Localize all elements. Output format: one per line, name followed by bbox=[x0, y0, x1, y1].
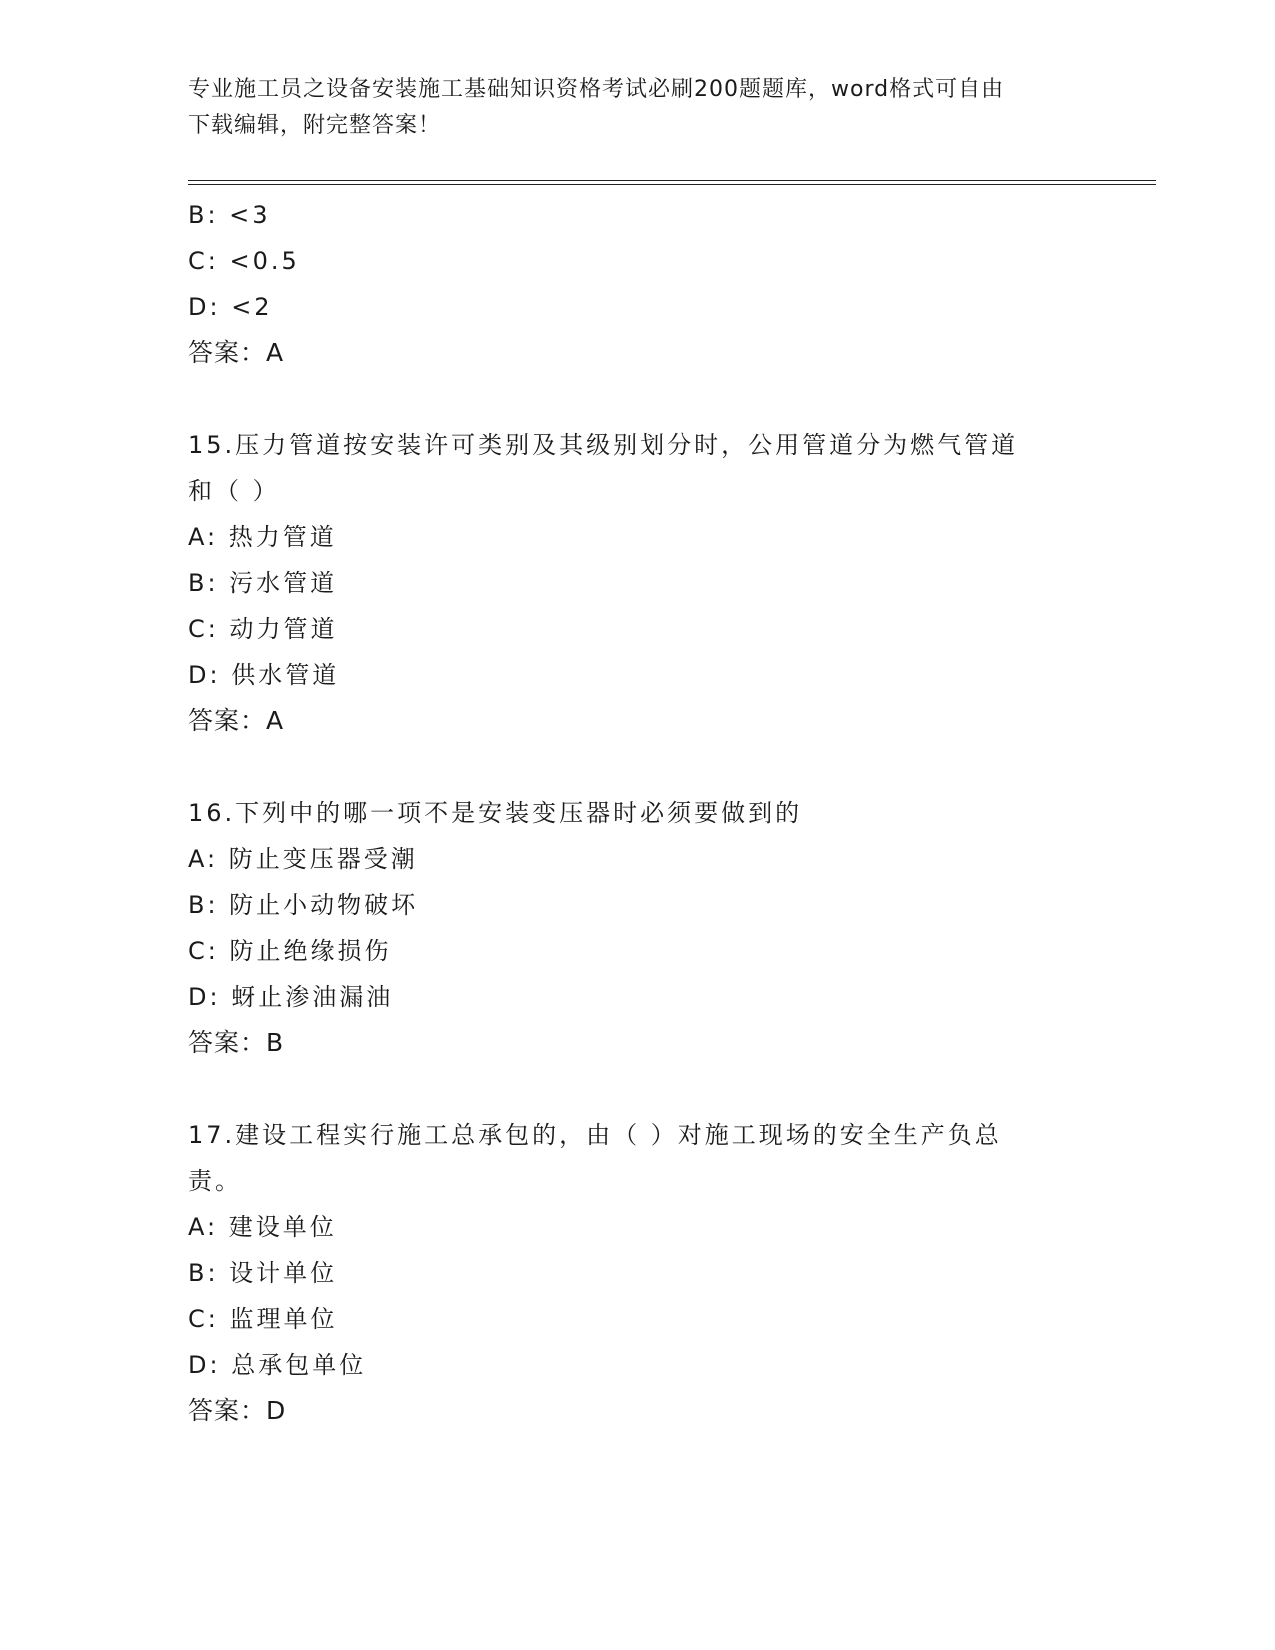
question-text-line-2: 和（ ） bbox=[188, 477, 280, 505]
document-title bbox=[188, 72, 1088, 144]
option-d: D: 供水管道 bbox=[188, 661, 340, 689]
option-b: B: <3 bbox=[188, 201, 271, 229]
answer-line: 答案：A bbox=[188, 706, 285, 735]
question-17 bbox=[188, 1112, 1088, 1434]
question-text-line-1: 16.下列中的哪一项不是安装变压器时必须要做到的 bbox=[188, 799, 803, 827]
title-line-2: 下载编辑，附完整答案！ bbox=[188, 113, 442, 138]
option-d: D: 总承包单位 bbox=[188, 1351, 367, 1379]
question-15 bbox=[188, 422, 1088, 744]
question-list bbox=[188, 192, 1088, 1434]
option-c: C: <0.5 bbox=[188, 247, 300, 275]
option-a: A: 热力管道 bbox=[188, 523, 337, 551]
answer-line: 答案：D bbox=[188, 1396, 287, 1425]
option-c: C: 防止绝缘损伤 bbox=[188, 937, 392, 965]
question-text-line-2: 责。 bbox=[188, 1167, 242, 1195]
option-b: B: 污水管道 bbox=[188, 569, 338, 597]
option-d: D: <2 bbox=[188, 293, 273, 321]
option-c: C: 监理单位 bbox=[188, 1305, 338, 1333]
answer-line: 答案：A bbox=[188, 338, 285, 367]
prev-question-block bbox=[188, 192, 1088, 376]
option-c: C: 动力管道 bbox=[188, 615, 338, 643]
header-divider-bottom bbox=[188, 184, 1156, 185]
title-line-1: 专业施工员之设备安装施工基础知识资格考试必刷200题题库，word格式可自由 bbox=[188, 77, 1005, 102]
answer-line: 答案：B bbox=[188, 1028, 285, 1057]
option-a: A: 建设单位 bbox=[188, 1213, 337, 1241]
question-text-line-1: 15.压力管道按安装许可类别及其级别划分时，公用管道分为燃气管道 bbox=[188, 431, 1019, 459]
option-a: A: 防止变压器受潮 bbox=[188, 845, 418, 873]
header-divider-top bbox=[188, 180, 1156, 181]
option-b: B: 防止小动物破坏 bbox=[188, 891, 419, 919]
question-16 bbox=[188, 790, 1088, 1066]
option-d: D: 蚜止渗油漏油 bbox=[188, 983, 394, 1011]
question-text-line-1: 17.建设工程实行施工总承包的，由（ ）对施工现场的安全生产负总 bbox=[188, 1121, 1002, 1149]
option-b: B: 设计单位 bbox=[188, 1259, 338, 1287]
